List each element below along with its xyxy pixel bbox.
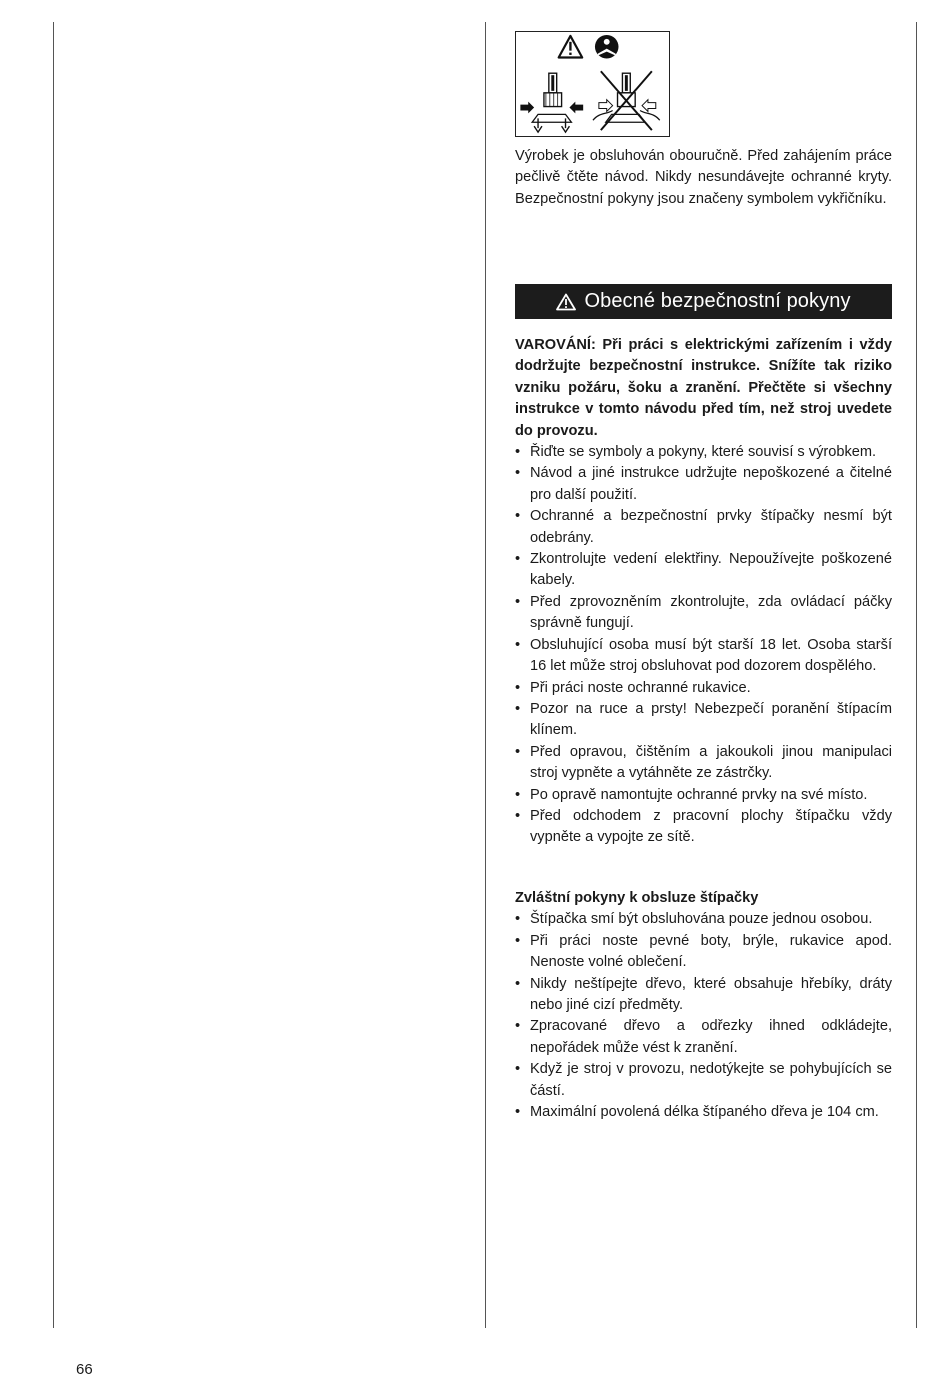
warning-paragraph: VAROVÁNÍ: Při práci s elektrickými zařízením i vždy dodržujte bezpečnostní instrukce. Snížíte tak riziko vzniku požáru, šoku a zranění. Přečtěte si všechny instrukce v tomto návodu před tím, než stroj uvedete do provozu. [515,337,892,439]
list-item: • Před zprovozněním zkontrolujte, zda ovládací páčky správně fungují. [515,592,892,635]
list-item: • Zpracované dřevo a odřezky ihned odkládejte, nepořádek může vést k zranění. [515,1016,892,1059]
subsection-heading: Zvláštní pokyny k obsluze štípačky [515,890,759,906]
left-margin-rule [53,22,54,1328]
general-safety-list [515,442,892,849]
list-item: • Řiďte se symboly a pokyny, které souvisí s výrobkem. [515,442,892,463]
two-hand-operation-illustration [515,31,670,137]
warning-triangle-icon [559,36,583,58]
list-item: • Zkontrolujte vedení elektřiny. Nepoužívejte poškozené kabely. [515,549,892,592]
page-number: 66 [76,1361,93,1378]
right-margin-rule [916,22,917,1328]
list-item: • Před opravou, čištěním a jakoukoli jinou manipulaci stroj vypněte a vytáhněte ze zástrčky. [515,742,892,785]
warning-triangle-icon [556,293,576,311]
list-item: • Když je stroj v provozu, nedotýkejte se pohybujících se částí. [515,1059,892,1102]
list-item: • Maximální povolená délka štípaného dřeva je 104 cm. [515,1102,892,1123]
general-safety-block [515,335,892,849]
splitter-instructions-block [515,888,892,1123]
list-item: • Štípačka smí být obsluhována pouze jednou osobou. [515,909,892,930]
list-item: • Nikdy neštípejte dřevo, které obsahuje hřebíky, dráty nebo jiné cizí předměty. [515,974,892,1017]
splitter-instructions-list [515,909,892,1123]
one-hand-prohibited-icon [593,71,660,130]
list-item: • Po opravě namontujte ochranné prvky na své místo. [515,785,892,806]
read-manual-icon [595,35,619,59]
section-heading-text: Obecné bezpečnostní pokyny [584,290,851,312]
list-item: • Před odchodem z pracovní plochy štípačku vždy vypněte a vypojte ze sítě. [515,806,892,849]
list-item: • Obsluhující osoba musí být starší 18 let. Osoba starší 16 let může stroj obsluhovat pod dozorem dospělého. [515,635,892,678]
list-item: • Návod a jiné instrukce udržujte nepoškozené a čitelné pro další použití. [515,463,892,506]
section-heading-banner [515,284,892,319]
intro-paragraph: Výrobek je obsluhován obouručně. Před zahájením práce pečlivě čtěte návod. Nikdy nesundávejte ochranné kryty. Bezpečnostní pokyny jsou značeny symbolem vykřičníku. [515,148,892,207]
list-item: • Při práci noste ochranné rukavice. [515,678,892,699]
two-hand-correct-icon [520,73,583,132]
list-item: • Pozor na ruce a prsty! Nebezpečí poranění štípacím klínem. [515,699,892,742]
list-item: • Ochranné a bezpečnostní prvky štípačky nesmí být odebrány. [515,506,892,549]
list-item: • Při práci noste pevné boty, brýle, rukavice apod. Nenoste volné oblečení. [515,931,892,974]
column-divider-rule [485,22,486,1328]
